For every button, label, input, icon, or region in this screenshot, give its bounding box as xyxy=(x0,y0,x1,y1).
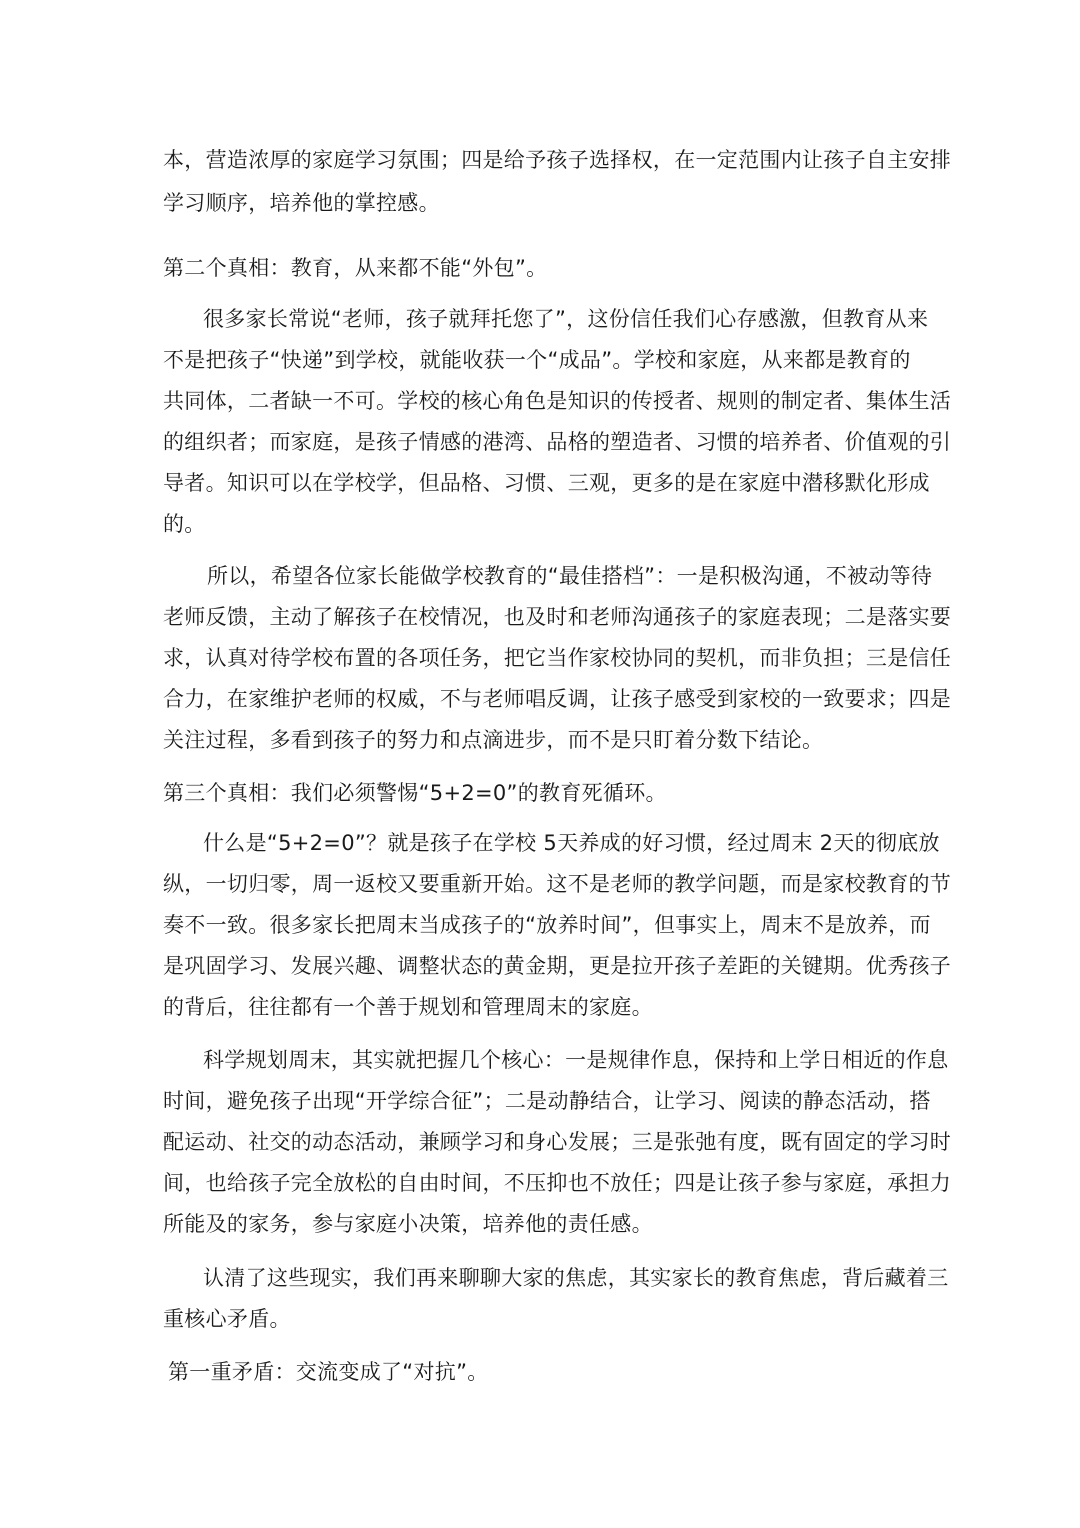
text-line: 老师反馈，主动了解孩子在校情况，也及时和老师沟通孩子的家庭表现；二是落实要 xyxy=(163,605,952,629)
text-line: 不是把孩子“快递”到学校，就能收获一个“成品”。学校和家庭，从来都是教育的 xyxy=(163,348,911,372)
text-line: 纵，一切归零，周一返校又要重新开始。这不是老师的教学问题，而是家校教育的节 xyxy=(163,872,952,896)
text-line: 是巩固学习、发展兴趣、调整状态的黄金期，更是拉开孩子差距的关键期。优秀孩子 xyxy=(163,954,952,978)
section-heading: 第二个真相：教育，从来都不能“外包”。 xyxy=(163,256,548,280)
text-line: 求，认真对待学校布置的各项任务，把它当作家校协同的契机，而非负担；三是信任 xyxy=(163,646,952,670)
text-line: 本，营造浓厚的家庭学习氛围；四是给予孩子选择权，在一定范围内让孩子自主安排 xyxy=(163,148,952,172)
section-heading: 第一重矛盾：交流变成了“对抗”。 xyxy=(168,1360,489,1384)
text-line: 什么是“5+2=0”？就是孩子在学校 5天养成的好习惯，经过周末 2天的彻底放 xyxy=(203,831,940,855)
text-line: 认清了这些现实，我们再来聊聊大家的焦虑，其实家长的教育焦虑，背后藏着三 xyxy=(203,1266,949,1290)
text-line: 重核心矛盾。 xyxy=(163,1307,291,1331)
text-line: 关注过程，多看到孩子的努力和点滴进步，而不是只盯着分数下结论。 xyxy=(163,728,824,752)
text-line: 所以，希望各位家长能做学校教育的“最佳搭档”：一是积极沟通，不被动等待 xyxy=(207,564,933,588)
text-line: 配运动、社交的动态活动，兼顾学习和身心发展；三是张弛有度，既有固定的学习时 xyxy=(163,1130,952,1154)
text-line: 科学规划周末，其实就把握几个核心：一是规律作息，保持和上学日相近的作息 xyxy=(203,1048,949,1072)
text-line: 的。 xyxy=(163,512,206,536)
text-line: 的背后，往往都有一个善于规划和管理周末的家庭。 xyxy=(163,995,653,1019)
text-line: 很多家长常说“老师，孩子就拜托您了”，这份信任我们心存感激，但教育从来 xyxy=(203,307,929,331)
text-line: 导者。知识可以在学校学，但品格、习惯、三观，更多的是在家庭中潜移默化形成 xyxy=(163,471,930,495)
text-line: 时间，避免孩子出现“开学综合征”；二是动静结合，让学习、阅读的静态活动，搭 xyxy=(163,1089,931,1113)
text-line: 共同体，二者缺一不可。学校的核心角色是知识的传授者、规则的制定者、集体生活 xyxy=(163,389,952,413)
text-line: 奏不一致。很多家长把周末当成孩子的“放养时间”，但事实上，周末不是放养，而 xyxy=(163,913,931,937)
text-line: 间，也给孩子完全放松的自由时间，不压抑也不放任；四是让孩子参与家庭，承担力 xyxy=(163,1171,952,1195)
section-heading: 第三个真相：我们必须警惕“5+2=0”的教育死循环。 xyxy=(163,781,667,805)
text-line: 的组织者；而家庭，是孩子情感的港湾、品格的塑造者、习惯的培养者、价值观的引 xyxy=(163,430,952,454)
text-line: 学习顺序，培养他的掌控感。 xyxy=(163,191,440,215)
text-line: 合力，在家维护老师的权威，不与老师唱反调，让孩子感受到家校的一致要求；四是 xyxy=(163,687,952,711)
text-line: 所能及的家务，参与家庭小决策，培养他的责任感。 xyxy=(163,1212,653,1236)
